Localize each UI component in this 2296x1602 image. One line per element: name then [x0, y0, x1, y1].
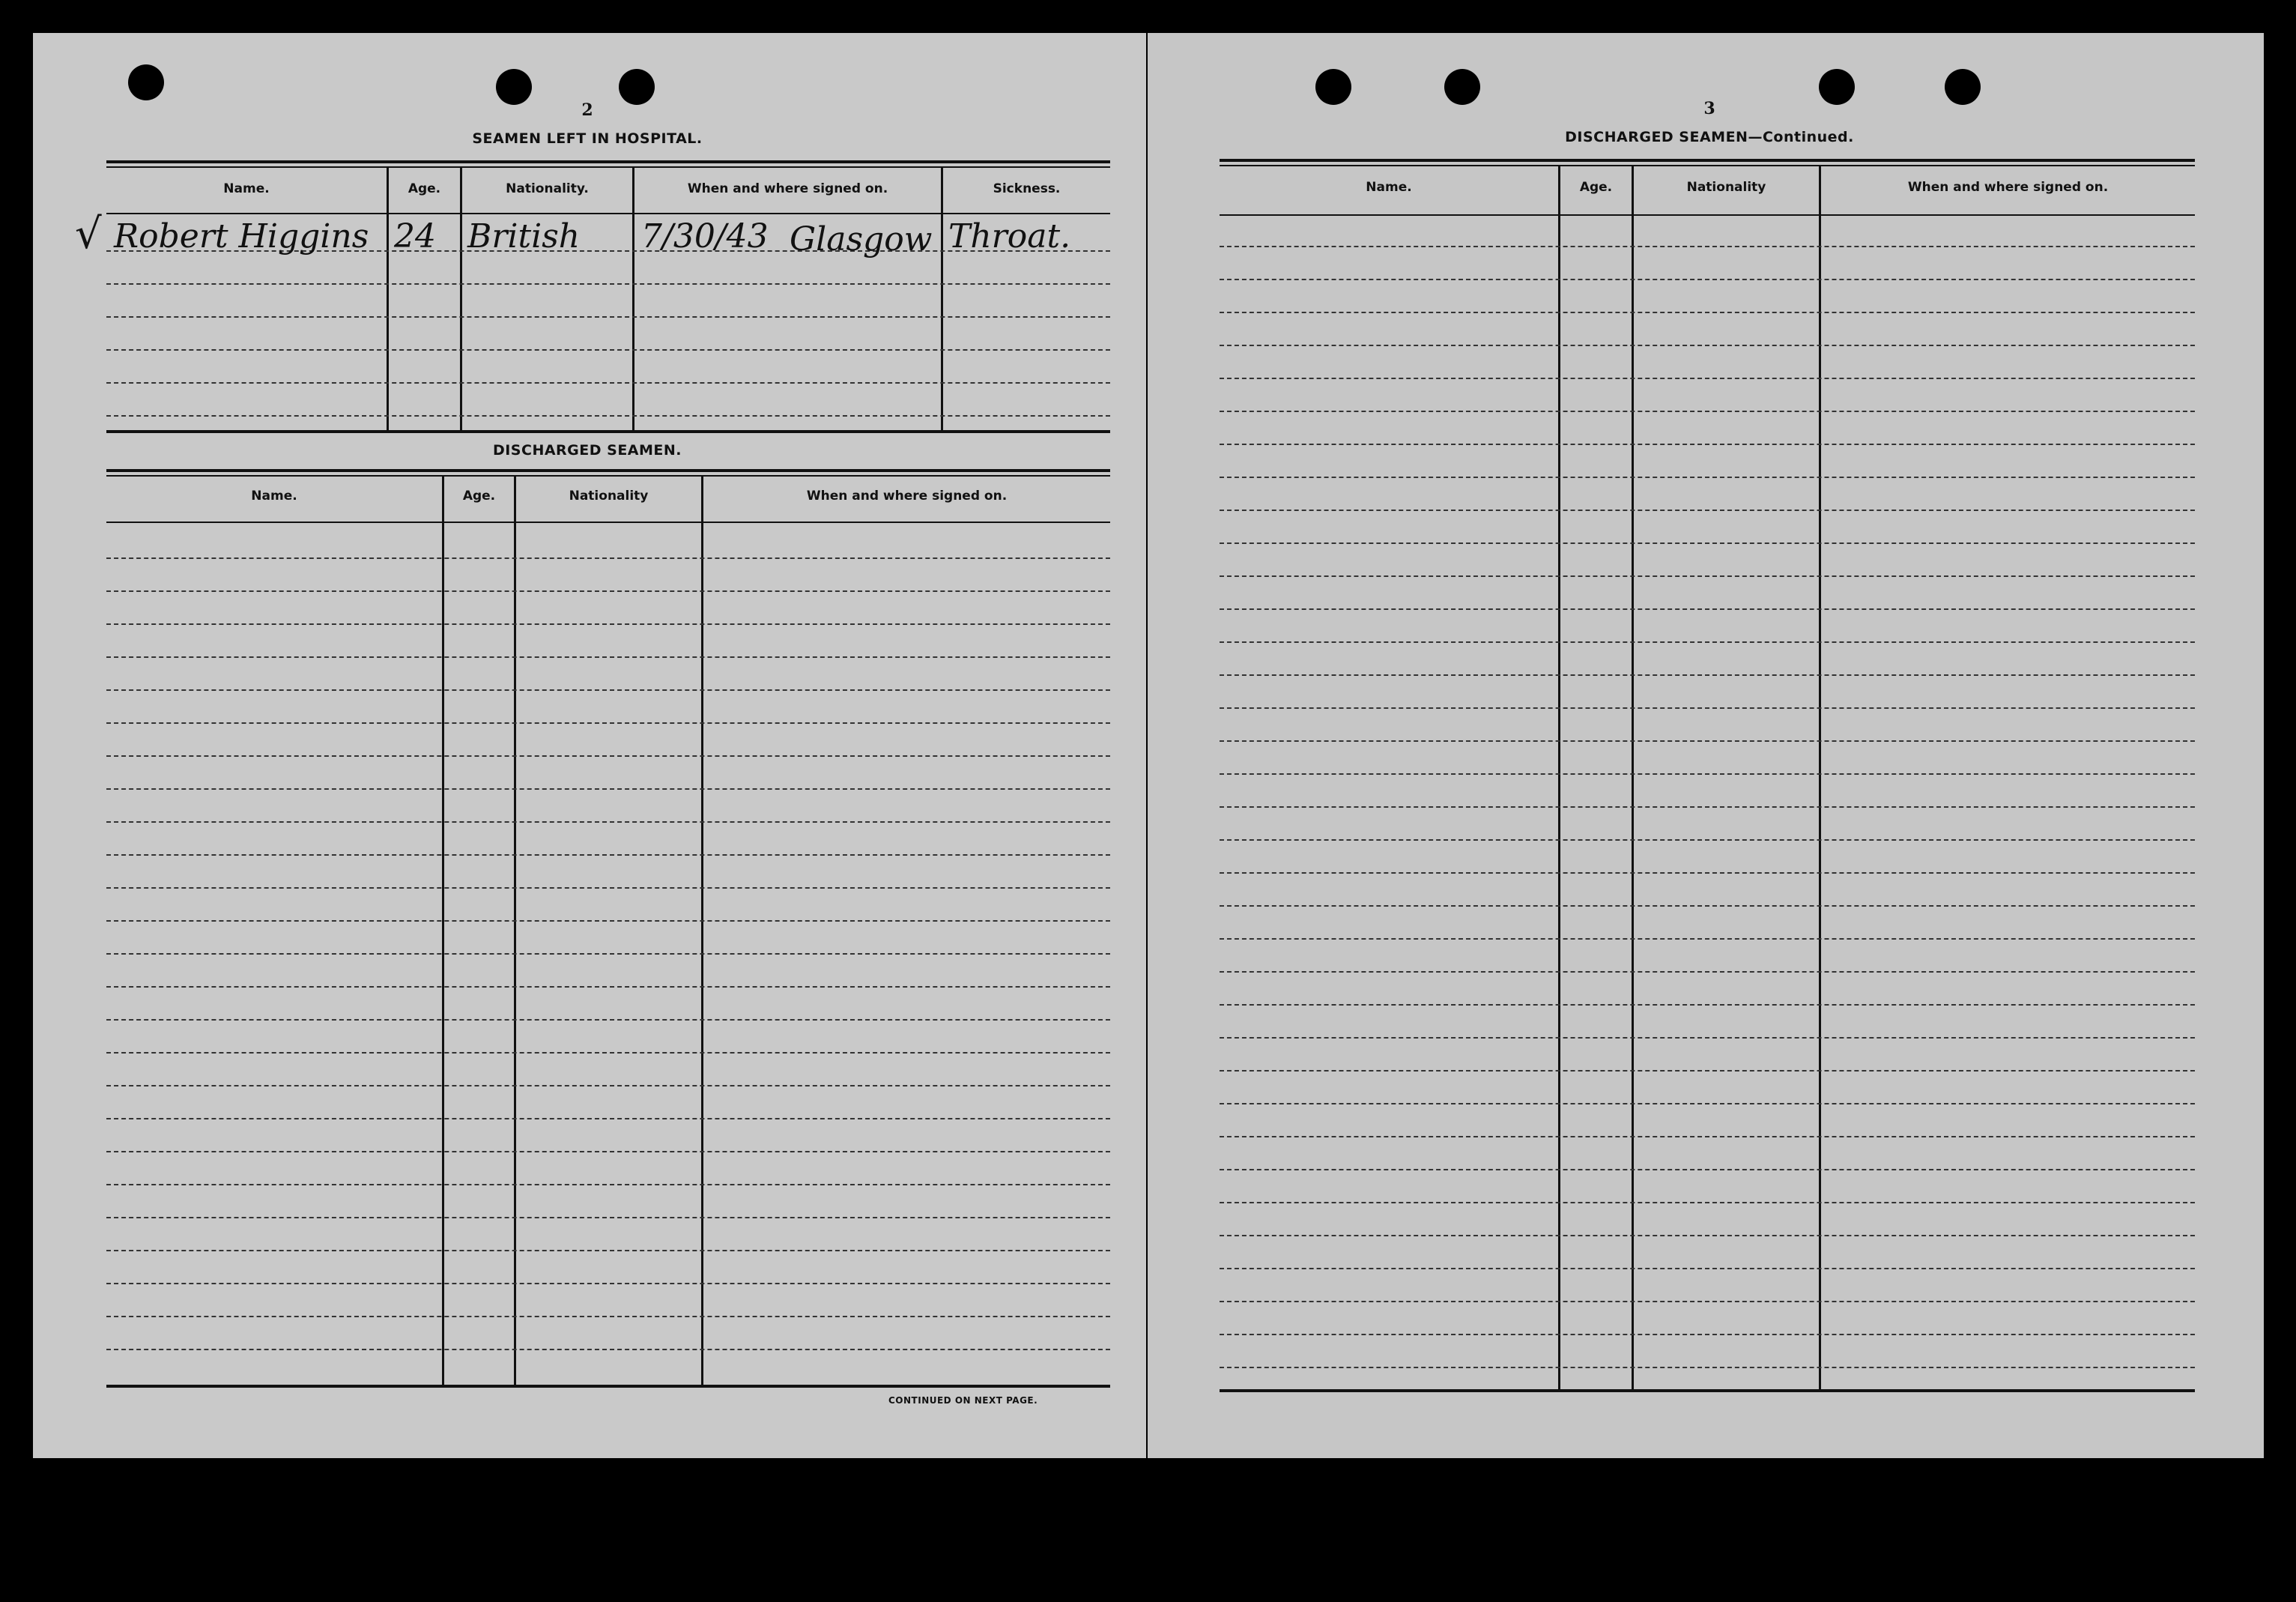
entry-line: [1220, 707, 2195, 709]
column-divider: [941, 168, 943, 430]
entry-line: [1220, 773, 2195, 775]
entry-line: [106, 953, 1110, 955]
entry-line: [1220, 510, 2195, 511]
column-divider: [387, 168, 389, 430]
entry-line: [106, 755, 1110, 757]
signed-on-date: 7/30/43: [641, 217, 769, 256]
entry-line: [1220, 444, 2195, 445]
entry-line: [1220, 1334, 2195, 1335]
sickness: Throat.: [948, 217, 1071, 256]
entry-line: [1220, 641, 2195, 643]
entry-line: [1220, 1301, 2195, 1302]
col-header-nationality: Nationality: [569, 489, 649, 504]
entry-line: [106, 283, 1110, 285]
column-divider: [1632, 166, 1634, 1389]
entry-line: [1220, 1103, 2195, 1104]
entry-line: [106, 1151, 1110, 1152]
seaman-age: 24: [394, 217, 436, 256]
table-bottom-rule: [1220, 1389, 2195, 1392]
entry-line: [1220, 411, 2195, 412]
entry-line: [1220, 971, 2195, 973]
page-number: 3: [1703, 99, 1715, 118]
table-top-rule: [106, 160, 1110, 163]
column-divider: [442, 477, 444, 1385]
entry-line: [106, 854, 1110, 856]
entry-line: [1220, 1136, 2195, 1137]
entry-line: [1220, 1235, 2195, 1236]
col-header-signed-on: When and where signed on.: [687, 181, 888, 196]
header-bottom-rule: [106, 522, 1110, 523]
entry-line: [106, 623, 1110, 625]
entry-line: [106, 349, 1110, 351]
punch-hole: [1444, 69, 1480, 105]
entry-line: [106, 316, 1110, 318]
entry-line: [106, 1283, 1110, 1284]
punch-hole: [1315, 69, 1351, 105]
column-divider: [701, 477, 703, 1385]
entry-line: [106, 1184, 1110, 1185]
entry-line: [1220, 1004, 2195, 1006]
entry-line: [106, 656, 1110, 658]
col-header-age: Age.: [462, 489, 496, 504]
col-header-signed-on: When and where signed on.: [806, 489, 1008, 504]
entry-line: [1220, 806, 2195, 808]
discharged-section-title: DISCHARGED SEAMEN.: [492, 442, 682, 459]
table-bottom-rule: [106, 430, 1110, 433]
entry-line: [106, 1118, 1110, 1119]
table-top-rule: [106, 469, 1110, 472]
col-header-age: Age.: [408, 181, 441, 196]
entry-line: [1220, 345, 2195, 346]
left-page: [33, 33, 1146, 1458]
col-header-name: Name.: [1366, 180, 1412, 195]
column-divider: [1819, 166, 1821, 1389]
right-page: [1148, 33, 2264, 1458]
discharged-continued-title: DISCHARGED SEAMEN—Continued.: [1565, 129, 1854, 145]
column-divider: [1558, 166, 1560, 1389]
entry-line: [1220, 938, 2195, 940]
entry-line: [106, 821, 1110, 823]
seaman-nationality: British: [467, 217, 581, 256]
entry-line: [106, 1019, 1110, 1021]
col-header-nationality: Nationality: [1686, 180, 1766, 195]
entry-line: [1220, 542, 2195, 544]
entry-line: [106, 722, 1110, 724]
entry-line: [1220, 674, 2195, 676]
entry-line: [106, 1250, 1110, 1251]
col-header-nationality: Nationality.: [506, 181, 589, 196]
col-header-signed-on: When and where signed on.: [1907, 180, 2109, 195]
entry-line: [106, 689, 1110, 691]
table-top-rule: [106, 166, 1110, 168]
col-header-age: Age.: [1579, 180, 1613, 195]
continued-note: CONTINUED ON NEXT PAGE.: [888, 1395, 1038, 1406]
entry-line: [1220, 839, 2195, 841]
entry-line: [106, 788, 1110, 790]
punch-hole: [496, 69, 532, 105]
entry-line: [1220, 1268, 2195, 1269]
entry-line: [1220, 740, 2195, 742]
entry-line: [1220, 1169, 2195, 1170]
entry-line: [1220, 279, 2195, 280]
entry-line: [106, 415, 1110, 417]
signed-on-place: Glasgow: [790, 220, 933, 259]
col-header-name: Name.: [223, 181, 270, 196]
entry-line: [106, 1217, 1110, 1218]
entry-line: [1220, 1202, 2195, 1203]
seaman-name: Robert Higgins: [114, 217, 369, 256]
punch-hole: [1945, 69, 1981, 105]
entry-line: [1220, 312, 2195, 313]
column-divider: [632, 168, 634, 430]
hospital-section-title: SEAMEN LEFT IN HOSPITAL.: [472, 130, 703, 147]
entry-line: [106, 1316, 1110, 1317]
column-divider: [460, 168, 462, 430]
entry-line: [1220, 608, 2195, 610]
entry-line: [1220, 1037, 2195, 1039]
entry-line: [1220, 477, 2195, 478]
entry-line: [106, 1349, 1110, 1350]
punch-hole: [1819, 69, 1855, 105]
entry-line: [106, 382, 1110, 384]
col-header-name: Name.: [251, 489, 297, 504]
entry-line: [1220, 378, 2195, 379]
col-header-sickness: Sickness.: [993, 181, 1061, 196]
table-bottom-rule: [106, 1385, 1110, 1388]
entry-line: [106, 557, 1110, 559]
header-bottom-rule: [106, 213, 1110, 214]
header-bottom-rule: [1220, 214, 2195, 216]
entry-line: [106, 1085, 1110, 1086]
entry-line: [106, 590, 1110, 592]
column-divider: [514, 477, 516, 1385]
table-top-rule: [1220, 165, 2195, 166]
entry-line: [106, 887, 1110, 889]
table-top-rule: [106, 475, 1110, 477]
entry-line: [1220, 905, 2195, 907]
entry-line: [1220, 575, 2195, 577]
entry-line: [106, 1052, 1110, 1054]
entry-line: [1220, 246, 2195, 247]
check-mark: √: [75, 210, 102, 259]
entry-line: [1220, 872, 2195, 874]
punch-hole: [128, 64, 164, 100]
page-number: 2: [581, 100, 593, 120]
punch-hole: [619, 69, 655, 105]
table-top-rule: [1220, 159, 2195, 162]
entry-line: [106, 920, 1110, 922]
entry-line: [106, 986, 1110, 988]
entry-line: [1220, 1367, 2195, 1368]
entry-line: [1220, 1070, 2195, 1071]
